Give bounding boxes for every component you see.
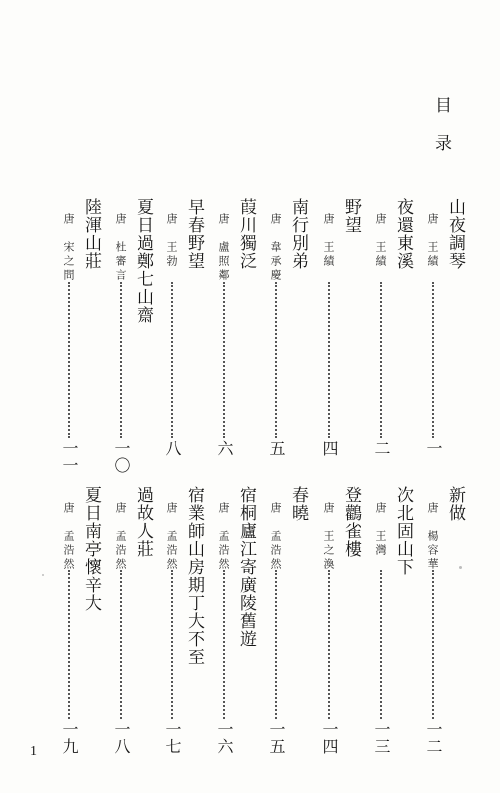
entry-page-number: 一五 — [267, 721, 286, 755]
leader-dots — [68, 282, 70, 438]
paper-speck — [459, 566, 462, 569]
entry-title: 南行別弟 — [288, 198, 308, 270]
leader-dots — [432, 282, 434, 438]
entry-page-number: 八 — [163, 440, 182, 457]
entry-author: 唐 孟浩然 — [217, 502, 230, 572]
entry-author: 唐 韋承慶 — [269, 213, 282, 283]
entry-title: 次北固山下 — [393, 486, 413, 576]
leader-dots — [328, 282, 330, 438]
entry-author: 唐 王績 — [322, 213, 335, 269]
entry-title: 陸渾山莊 — [81, 198, 101, 270]
entry-page-number: 一二 — [424, 721, 443, 755]
leader-dots — [223, 282, 225, 438]
entry-page-number: 六 — [215, 440, 234, 457]
page-number: 1 — [30, 744, 37, 759]
entry-author: 唐 孟浩然 — [114, 502, 127, 572]
leader-dots — [328, 570, 330, 719]
entry-title: 野望 — [341, 198, 361, 234]
entry-page-number: 一一 — [60, 440, 79, 474]
entry-author: 唐 孟浩然 — [165, 502, 178, 572]
leader-dots — [223, 570, 225, 719]
leader-dots — [120, 282, 122, 438]
entry-title: 夏日過鄭七山齋 — [133, 198, 153, 324]
entry-author: 唐 王灣 — [374, 502, 387, 558]
leader-dots — [380, 282, 382, 438]
entry-page-number: 二 — [372, 440, 391, 457]
leader-dots — [380, 570, 382, 719]
toc-heading: 目 录 — [431, 96, 451, 153]
entry-page-number: 五 — [267, 440, 286, 457]
leader-dots — [432, 570, 434, 719]
entry-title: 新做 — [445, 486, 465, 522]
entry-title: 過故人莊 — [133, 486, 153, 558]
entry-title: 宿桐廬江寄廣陵舊遊 — [236, 486, 256, 648]
entry-author: 唐 孟浩然 — [269, 502, 282, 572]
entry-author: 唐 王之渙 — [322, 502, 335, 572]
entry-page-number: 一〇 — [112, 440, 131, 474]
entry-author: 唐 孟浩然 — [62, 502, 75, 572]
entry-title: 山夜調琴 — [445, 198, 465, 270]
leader-dots — [275, 282, 277, 438]
entry-title: 夏日南亭懷辛大 — [81, 486, 101, 612]
paper-speck — [42, 574, 44, 576]
leader-dots — [171, 282, 173, 438]
leader-dots — [120, 570, 122, 719]
leader-dots — [171, 570, 173, 719]
entry-title: 葭川獨泛 — [236, 198, 256, 270]
leader-dots — [275, 570, 277, 719]
entry-page-number: 一八 — [112, 721, 131, 755]
leader-dots — [68, 570, 70, 719]
entry-author: 唐 盧照鄰 — [217, 213, 230, 283]
entry-page-number: 一九 — [60, 721, 79, 755]
entry-page-number: 一七 — [163, 721, 182, 755]
entry-author: 唐 王績 — [426, 213, 439, 269]
entry-author: 唐 杜審言 — [114, 213, 127, 283]
entry-page-number: 一 — [424, 440, 443, 457]
entry-title: 宿業師山房期丁大不至 — [184, 486, 204, 666]
entry-author: 唐 王績 — [374, 213, 387, 269]
entry-title: 夜還東溪 — [393, 198, 413, 270]
entry-title: 登鸛雀樓 — [341, 486, 361, 558]
entry-title: 春曉 — [288, 486, 308, 522]
entry-page-number: 四 — [320, 440, 339, 457]
entry-page-number: 一四 — [320, 721, 339, 755]
entry-author: 唐 宋之問 — [62, 213, 75, 283]
entry-page-number: 一六 — [215, 721, 234, 755]
entry-author: 唐 楊容華 — [426, 502, 439, 572]
entry-author: 唐 王勃 — [165, 213, 178, 269]
entry-page-number: 一三 — [372, 721, 391, 755]
entry-title: 早春野望 — [184, 198, 204, 270]
